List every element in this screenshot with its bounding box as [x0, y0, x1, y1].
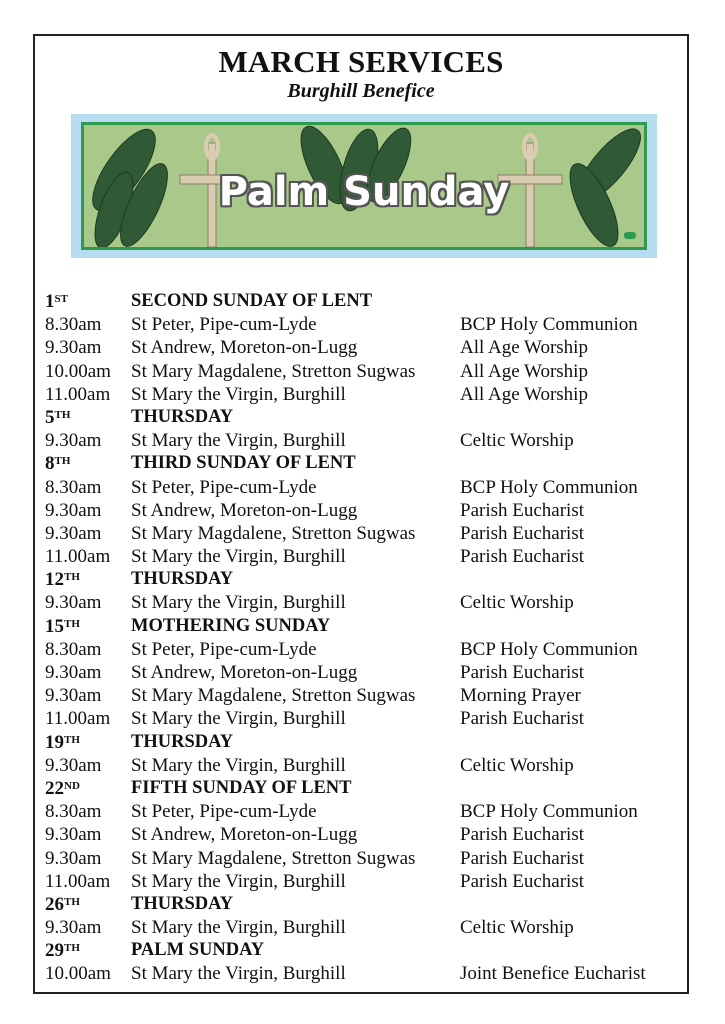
day-name: THURSDAY: [131, 731, 234, 752]
service-row: [45, 916, 685, 939]
service-church: St Mary Magdalene, Stretton Sugwas: [131, 522, 416, 544]
day-number: 5: [45, 406, 55, 428]
day-heading: [45, 290, 685, 313]
service-row: [45, 476, 685, 499]
service-type: Parish Eucharist: [460, 824, 585, 846]
day-number: 15: [45, 615, 64, 637]
day-name: SECOND SUNDAY OF LENT: [131, 291, 373, 311]
day-heading: [45, 939, 685, 962]
day-name: THURSDAY: [131, 569, 234, 590]
day-number: 8: [45, 453, 55, 475]
service-type: BCP Holy Communion: [460, 801, 638, 823]
day-heading: [45, 893, 685, 916]
service-row: [45, 962, 685, 985]
service-row: [45, 522, 685, 545]
service-church: St Mary the Virgin, Burghill: [131, 917, 346, 939]
day-number: 22: [45, 777, 64, 799]
service-row: [45, 661, 685, 684]
service-church: St Peter, Pipe-cum-Lyde: [131, 476, 317, 498]
service-type: Joint Benefice Eucharist: [460, 963, 646, 985]
service-row: [45, 823, 685, 846]
service-time: 8.30am: [45, 801, 102, 823]
service-type: Morning Prayer: [460, 685, 581, 707]
service-church: St Mary the Virgin, Burghill: [131, 592, 346, 614]
day-name: THURSDAY: [131, 893, 234, 914]
service-time: 11.00am: [45, 708, 111, 730]
service-type: Parish Eucharist: [460, 847, 585, 869]
service-church: St Andrew, Moreton-on-Lugg: [131, 337, 358, 359]
day-number: 26: [45, 893, 64, 915]
banner-title: Palm Sunday: [218, 169, 510, 215]
day-name: MOTHERING SUNDAY: [131, 615, 331, 636]
service-type: BCP Holy Communion: [460, 476, 638, 498]
day-name: PALM SUNDAY: [131, 940, 265, 961]
day-suffix: TH: [64, 617, 80, 630]
service-type: Parish Eucharist: [460, 662, 585, 683]
day-date: [45, 406, 70, 429]
service-row: [45, 336, 685, 359]
service-row: [45, 429, 685, 452]
service-type: Parish Eucharist: [460, 708, 585, 730]
service-time: 9.30am: [45, 754, 102, 776]
day-suffix: TH: [64, 942, 80, 955]
service-row: [45, 591, 685, 614]
service-church: St Mary the Virgin, Burghill: [131, 870, 346, 892]
service-time: 8.30am: [45, 476, 102, 498]
service-time: 8.30am: [45, 314, 102, 336]
day-suffix: TH: [64, 571, 80, 584]
day-date: [45, 731, 80, 754]
day-date: [45, 777, 80, 800]
service-time: 9.30am: [45, 662, 102, 683]
day-suffix: ST: [54, 293, 68, 305]
service-time: 9.30am: [45, 592, 102, 614]
service-row: [45, 847, 685, 870]
service-type: Parish Eucharist: [460, 522, 585, 544]
day-number: 1: [45, 291, 55, 312]
service-church: St Peter, Pipe-cum-Lyde: [131, 801, 317, 823]
service-row: [45, 360, 685, 383]
service-time: 11.00am: [45, 546, 111, 568]
service-church: St Mary Magdalene, Stretton Sugwas: [131, 685, 416, 707]
day-number: 19: [45, 731, 64, 753]
service-type: Celtic Worship: [460, 430, 574, 452]
day-date: [45, 452, 70, 475]
service-church: St Mary the Virgin, Burghill: [131, 430, 346, 452]
service-time: 9.30am: [45, 499, 102, 521]
service-row: [45, 707, 685, 730]
service-time: 8.30am: [45, 638, 102, 660]
service-time: 9.30am: [45, 522, 102, 544]
service-church: St Mary the Virgin, Burghill: [131, 546, 346, 568]
day-suffix: TH: [54, 455, 71, 468]
service-row: [45, 313, 685, 336]
day-suffix: TH: [64, 733, 80, 746]
service-row: [45, 499, 685, 522]
palm-sunday-banner: [71, 114, 657, 258]
service-type: All Age Worship: [460, 337, 588, 359]
service-row: [45, 800, 685, 823]
day-name: THIRD SUNDAY OF LENT: [131, 453, 356, 474]
day-date: [45, 568, 80, 591]
services-schedule: [45, 290, 685, 986]
service-church: St Peter, Pipe-cum-Lyde: [131, 638, 317, 660]
service-time: 10.00am: [45, 360, 111, 382]
day-suffix: TH: [64, 895, 80, 908]
service-time: 9.30am: [45, 917, 102, 939]
service-type: All Age Worship: [460, 360, 588, 382]
service-row: [45, 870, 685, 893]
service-row: [45, 383, 685, 406]
service-type: Parish Eucharist: [460, 499, 585, 521]
day-heading: [45, 568, 685, 591]
service-time: 11.00am: [45, 383, 111, 405]
service-row: [45, 754, 685, 777]
day-date: [45, 615, 80, 638]
service-church: St Andrew, Moreton-on-Lugg: [131, 662, 358, 683]
day-date: [45, 290, 68, 313]
service-type: All Age Worship: [460, 383, 588, 405]
service-church: St Andrew, Moreton-on-Lugg: [131, 824, 358, 846]
day-heading: [45, 452, 685, 475]
service-time: 11.00am: [45, 870, 111, 892]
service-time: 9.30am: [45, 847, 102, 869]
service-church: St Mary the Virgin, Burghill: [131, 963, 346, 985]
service-type: Parish Eucharist: [460, 870, 585, 892]
service-row: [45, 638, 685, 661]
service-time: 9.30am: [45, 685, 102, 707]
day-heading: [45, 731, 685, 754]
page-title: MARCH SERVICES: [218, 44, 504, 79]
service-time: 10.00am: [45, 963, 111, 985]
service-time: 9.30am: [45, 337, 102, 359]
service-type: BCP Holy Communion: [460, 638, 638, 660]
service-time: 9.30am: [45, 430, 102, 452]
day-suffix: ND: [64, 779, 80, 792]
service-type: BCP Holy Communion: [460, 314, 638, 336]
day-name: FIFTH SUNDAY OF LENT: [131, 777, 352, 798]
service-church: St Mary Magdalene, Stretton Sugwas: [131, 847, 416, 869]
service-type: Celtic Worship: [460, 917, 574, 939]
publisher-logo-icon: [624, 232, 636, 239]
day-name: THURSDAY: [131, 406, 234, 427]
service-row: [45, 545, 685, 568]
service-church: St Mary the Virgin, Burghill: [131, 754, 346, 776]
day-date: [45, 893, 80, 916]
service-church: St Mary the Virgin, Burghill: [131, 708, 346, 730]
service-type: Celtic Worship: [460, 592, 574, 614]
service-row: [45, 684, 685, 707]
service-church: St Andrew, Moreton-on-Lugg: [131, 499, 358, 521]
day-heading: [45, 615, 685, 638]
service-time: 9.30am: [45, 824, 102, 846]
service-church: St Mary the Virgin, Burghill: [131, 383, 346, 405]
service-type: Parish Eucharist: [460, 546, 585, 568]
day-date: [45, 939, 80, 962]
day-heading: [45, 777, 685, 800]
banner-panel: [81, 122, 647, 250]
service-church: St Mary Magdalene, Stretton Sugwas: [131, 360, 416, 382]
service-church: St Peter, Pipe-cum-Lyde: [131, 314, 317, 336]
day-number: 29: [45, 940, 64, 962]
day-suffix: TH: [54, 408, 71, 421]
day-heading: [45, 406, 685, 429]
service-type: Celtic Worship: [460, 754, 574, 776]
page-subtitle: Burghill Benefice: [287, 80, 435, 102]
day-number: 12: [45, 569, 64, 591]
page-frame: [33, 34, 689, 994]
